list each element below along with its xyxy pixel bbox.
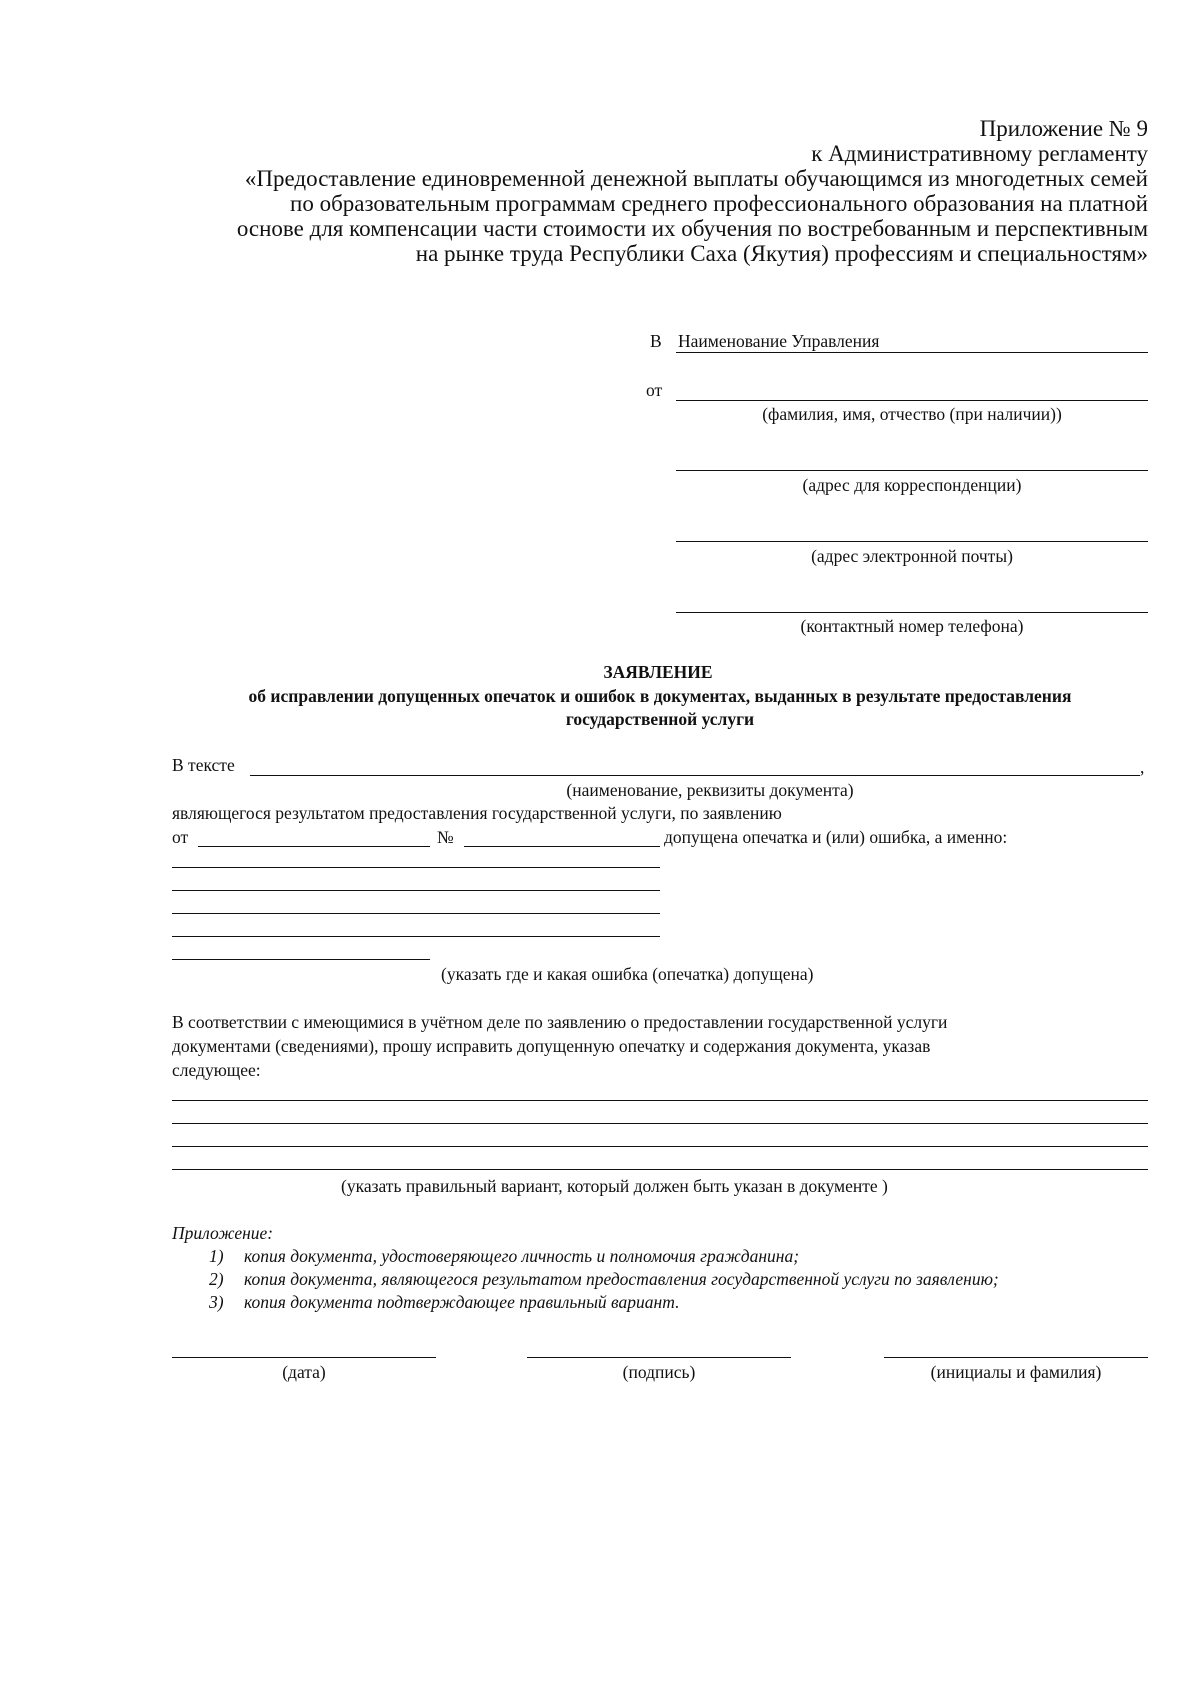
document-caption: (наименование, реквизиты документа)	[566, 780, 854, 800]
phone-caption: (контактный номер телефона)	[800, 616, 1024, 636]
regulation-ref: к Административному регламенту	[811, 141, 1148, 166]
error-description-line[interactable]	[172, 867, 660, 868]
fio-field[interactable]	[676, 400, 1148, 401]
signature-caption: (подпись)	[622, 1362, 696, 1382]
in-text-label: В тексте	[172, 755, 235, 775]
application-from-label: от	[172, 827, 189, 847]
error-label: допущена опечатка и (или) ошибка, а именно:	[664, 827, 1008, 847]
attachments-title: Приложение:	[172, 1223, 274, 1243]
date-caption: (дата)	[282, 1362, 326, 1382]
document-subtitle: об исправлении допущенных опечаток и ошибок в документах, выданных в результате предоставления	[248, 686, 1072, 706]
attachment-number: 3)	[209, 1292, 224, 1312]
name-field[interactable]	[884, 1357, 1148, 1358]
correct-variant-line[interactable]	[172, 1100, 1148, 1101]
comma: ,	[1140, 757, 1145, 777]
request-text: документами (сведениями), прошу исправить допущенную опечатку и содержания документа, указав	[172, 1036, 931, 1056]
application-date-field[interactable]	[198, 846, 430, 847]
correct-variant-line[interactable]	[172, 1123, 1148, 1124]
correct-variant-line[interactable]	[172, 1146, 1148, 1147]
error-description-line[interactable]	[172, 890, 660, 891]
date-field[interactable]	[172, 1357, 436, 1358]
error-caption: (указать где и какая ошибка (опечатка) допущена)	[441, 964, 814, 984]
from-label: от	[646, 380, 663, 400]
correct-variant-caption: (указать правильный вариант, который должен быть указан в документе )	[341, 1176, 888, 1196]
result-line: являющегося результатом предоставления государственной услуги, по заявлению	[172, 803, 782, 823]
error-description-line[interactable]	[172, 913, 660, 914]
signature-field[interactable]	[527, 1357, 791, 1358]
email-field[interactable]	[676, 541, 1148, 542]
name-caption: (инициалы и фамилия)	[930, 1362, 1102, 1382]
request-text: следующее:	[172, 1060, 261, 1080]
appendix-number: Приложение № 9	[979, 116, 1148, 141]
attachment-number: 2)	[209, 1269, 224, 1289]
document-field[interactable]	[250, 775, 1140, 776]
address-field[interactable]	[676, 470, 1148, 471]
attachment-number: 1)	[209, 1246, 224, 1266]
correct-variant-line[interactable]	[172, 1169, 1148, 1170]
to-label: В	[650, 331, 662, 351]
attachment-item: копия документа, удостоверяющего личность и полномочия гражданина;	[244, 1246, 800, 1266]
fio-caption: (фамилия, имя, отчество (при наличии))	[762, 404, 1062, 424]
attachment-item: копия документа подтверждающее правильный вариант.	[244, 1292, 680, 1312]
address-caption: (адрес для корреспонденции)	[802, 475, 1022, 495]
attachment-item: копия документа, являющегося результатом предоставления государственной услуги по заявлению;	[244, 1269, 999, 1289]
document-title: ЗАЯВЛЕНИЕ	[603, 662, 713, 682]
request-text: В соответствии с имеющимися в учётном деле по заявлению о предоставлении государственной услуги	[172, 1012, 948, 1032]
regulation-title-line: «Предоставление единовременной денежной выплаты обучающимся из многодетных семей	[244, 166, 1148, 191]
email-caption: (адрес электронной почты)	[811, 546, 1013, 566]
application-number-field[interactable]	[464, 846, 660, 847]
department-line	[676, 352, 1148, 353]
department-name[interactable]: Наименование Управления	[678, 331, 880, 351]
phone-field[interactable]	[676, 612, 1148, 613]
error-description-line[interactable]	[172, 959, 430, 960]
regulation-title-line: основе для компенсации части стоимости их обучения по востребованным и перспективным	[236, 216, 1148, 241]
error-description-line[interactable]	[172, 936, 660, 937]
document-subtitle: государственной услуги	[565, 709, 755, 729]
regulation-title-line: по образовательным программам среднего профессионального образования на платной	[290, 191, 1148, 216]
number-label: №	[437, 827, 454, 847]
regulation-title-line: на рынке труда Республики Саха (Якутия) профессиям и специальностям»	[415, 241, 1148, 266]
